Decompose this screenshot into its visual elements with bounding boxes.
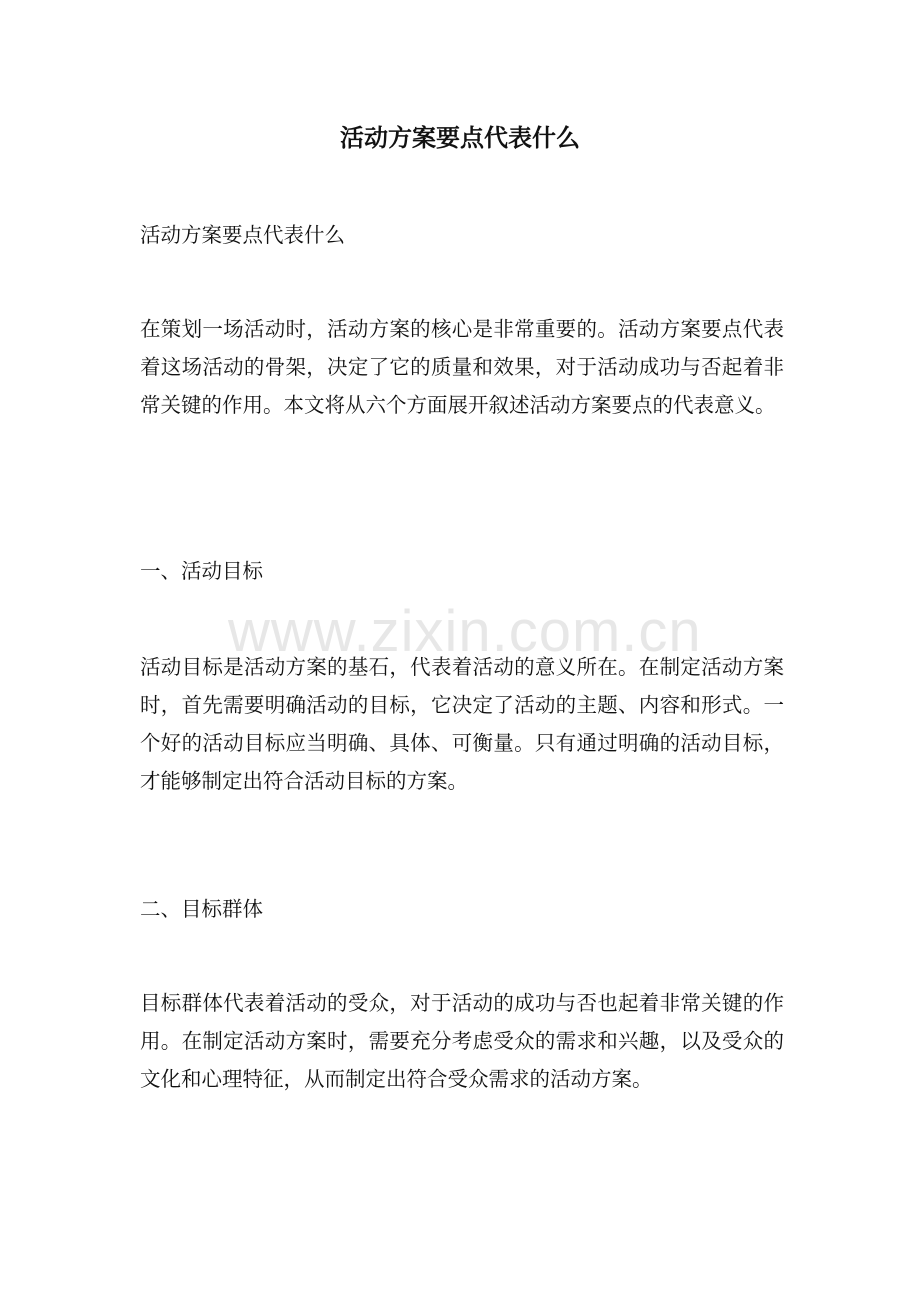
document-title: 活动方案要点代表什么 [340, 123, 580, 152]
watermark-text: www.zixin.com.cn [228, 599, 702, 664]
intro-paragraph: 在策划一场活动时，活动方案的核心是非常重要的。活动方案要点代表着这场活动的骨架，决定了它的质量和效果，对于活动成功与否起着非常关键的作用。本文将从六个方面展开叙述活动方案要点的代表意义。 [140, 317, 784, 417]
section-body-audience: 目标群体代表着活动的受众，对于活动的成功与否也起着非常关键的作用。在制定活动方案时，需要充分考虑受众的需求和兴趣，以及受众的文化和心理特征，从而制定出符合受众需求的活动方案。 [140, 991, 784, 1091]
section-heading-goals: 一、活动目标 [140, 559, 263, 583]
section-heading-audience: 二、目标群体 [140, 897, 263, 921]
document-subtitle: 活动方案要点代表什么 [140, 223, 345, 247]
section-body-goals: 活动目标是活动方案的基石，代表着活动的意义所在。在制定活动方案时，首先需要明确活动的目标，它决定了活动的主题、内容和形式。一个好的活动目标应当明确、具体、可衡量。只有通过明确的活动目标，才能够制定出符合活动目标的方案。 [140, 655, 784, 793]
